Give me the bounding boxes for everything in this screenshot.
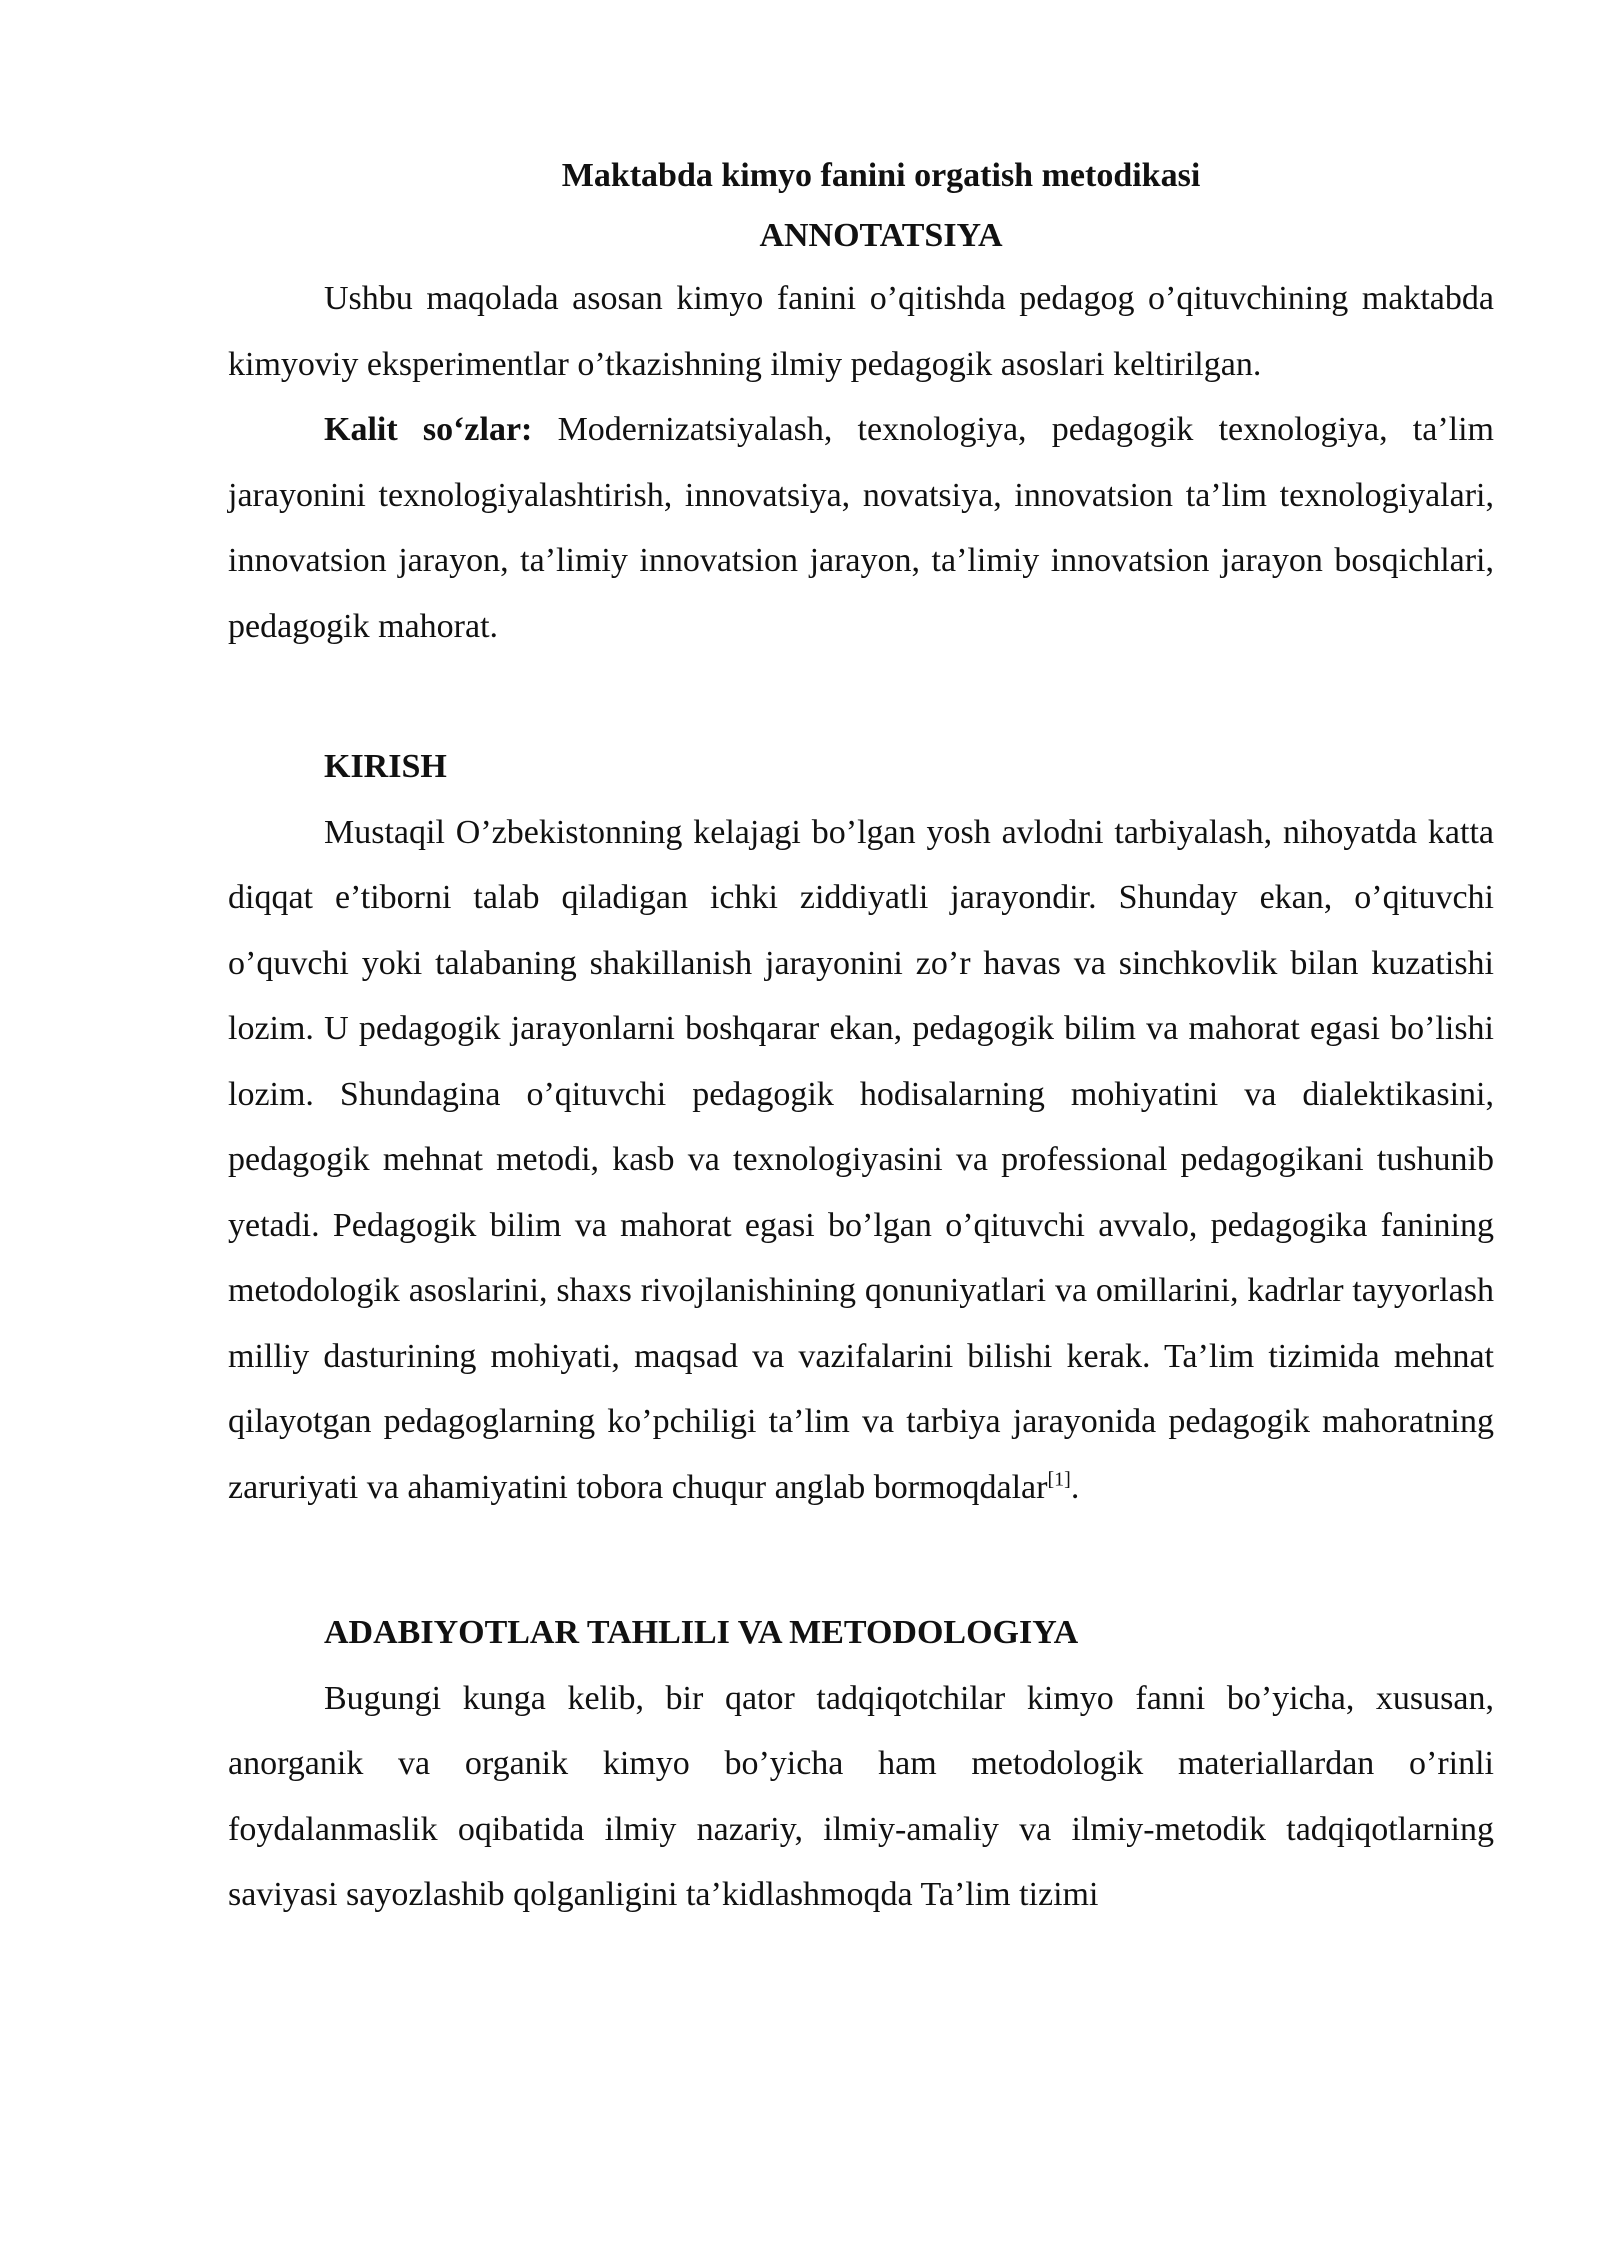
keywords-label: Kalit so‘zlar: (324, 411, 533, 448)
methods-heading: ADABIYOTLAR TAHLILI VA METODOLOGIYA (324, 1614, 1079, 1651)
intro-end: . (1070, 1468, 1080, 1506)
intro-text: Mustaqil O’zbekistonning kelajagi bo’lgan yosh avlodni tarbiyalash, nihoyatda katta diqqat e’tiborni talab qiladigan ichki ziddiyatli jarayondir. Shunday ekan, o’qituvchi o’quvchi yoki talabaning shakillanish jarayonini zo’r havas va sinchkovlik bilan kuzatishi lozim. U pedagogik jarayonlarni boshqarar ekan, pedagogik bilim va mahorat egasi bo’lishi lozim. Shundagina o’qituvchi pedagogik hodisalarning mohiyatini va dialektikasini, pedagogik mehnat metodi, kasb va texnologiyasini va professional pedagogikani tushunib yetadi. Pedagogik bilim va mahorat egasi bo’lgan o’qituvchi avvalo, pedagogika fanining metodologik asoslarini, shaxs rivojlanishining qonuniyatlari va omillarini, kadrlar tayyorlash milliy dasturining mohiyati, maqsad va vazifalarini bilishi kerak. Ta’lim tizimida mehnat qilayotgan pedagoglarning ko’pchiligi ta’lim va tarbiya jarayonida pedagogik mahoratning zaruriyati va ahamiyatini tobora chuqur anglab bormoqdalar (228, 813, 1494, 1506)
citation-reference: [1] (1047, 1468, 1071, 1491)
section-spacer (228, 659, 1494, 734)
intro-heading: KIRISH (324, 748, 447, 785)
section-spacer (228, 1520, 1494, 1600)
annotation-paragraph: Ushbu maqolada asosan kimyo fanini o’qitishda pedagog o’qituvchining maktabda kimyoviy eksperimentlar o’tkazishning ilmiy pedagogik asoslari keltirilgan. (228, 280, 1494, 383)
document-title: Maktabda kimyo fanini orgatish metodikasi (561, 157, 1201, 194)
intro-paragraph (228, 800, 1494, 1521)
keywords-paragraph (228, 397, 1494, 659)
annotation-heading: ANNOTATSIYA (759, 217, 1003, 254)
methods-paragraph: Bugungi kunga kelib, bir qator tadqiqotchilar kimyo fanni bo’yicha, xususan, anorganik va organik kimyo bo’yicha ham metodologik materiallardan o’rinli foydalanmaslik oqibatida ilmiy nazariy, ilmiy-amaliy va ilmiy-metodik tadqiqotlarning saviyasi sayozlashib qolganligini ta’kidlashmoqda Ta’lim tizimi (228, 1679, 1494, 1913)
document-body (228, 146, 1494, 1928)
keywords-text: Modernizatsiyalash, texnologiya, pedagogik texnologiya, ta’lim jarayonini texnologiyalashtirish, innovatsiya, novatsiya, innovatsion ta’lim texnologiyalari, innovatsion jarayon, ta’limiy innovatsion jarayon, ta’limiy innovatsion jarayon bosqichlari, pedagogik mahorat. (228, 411, 1495, 645)
